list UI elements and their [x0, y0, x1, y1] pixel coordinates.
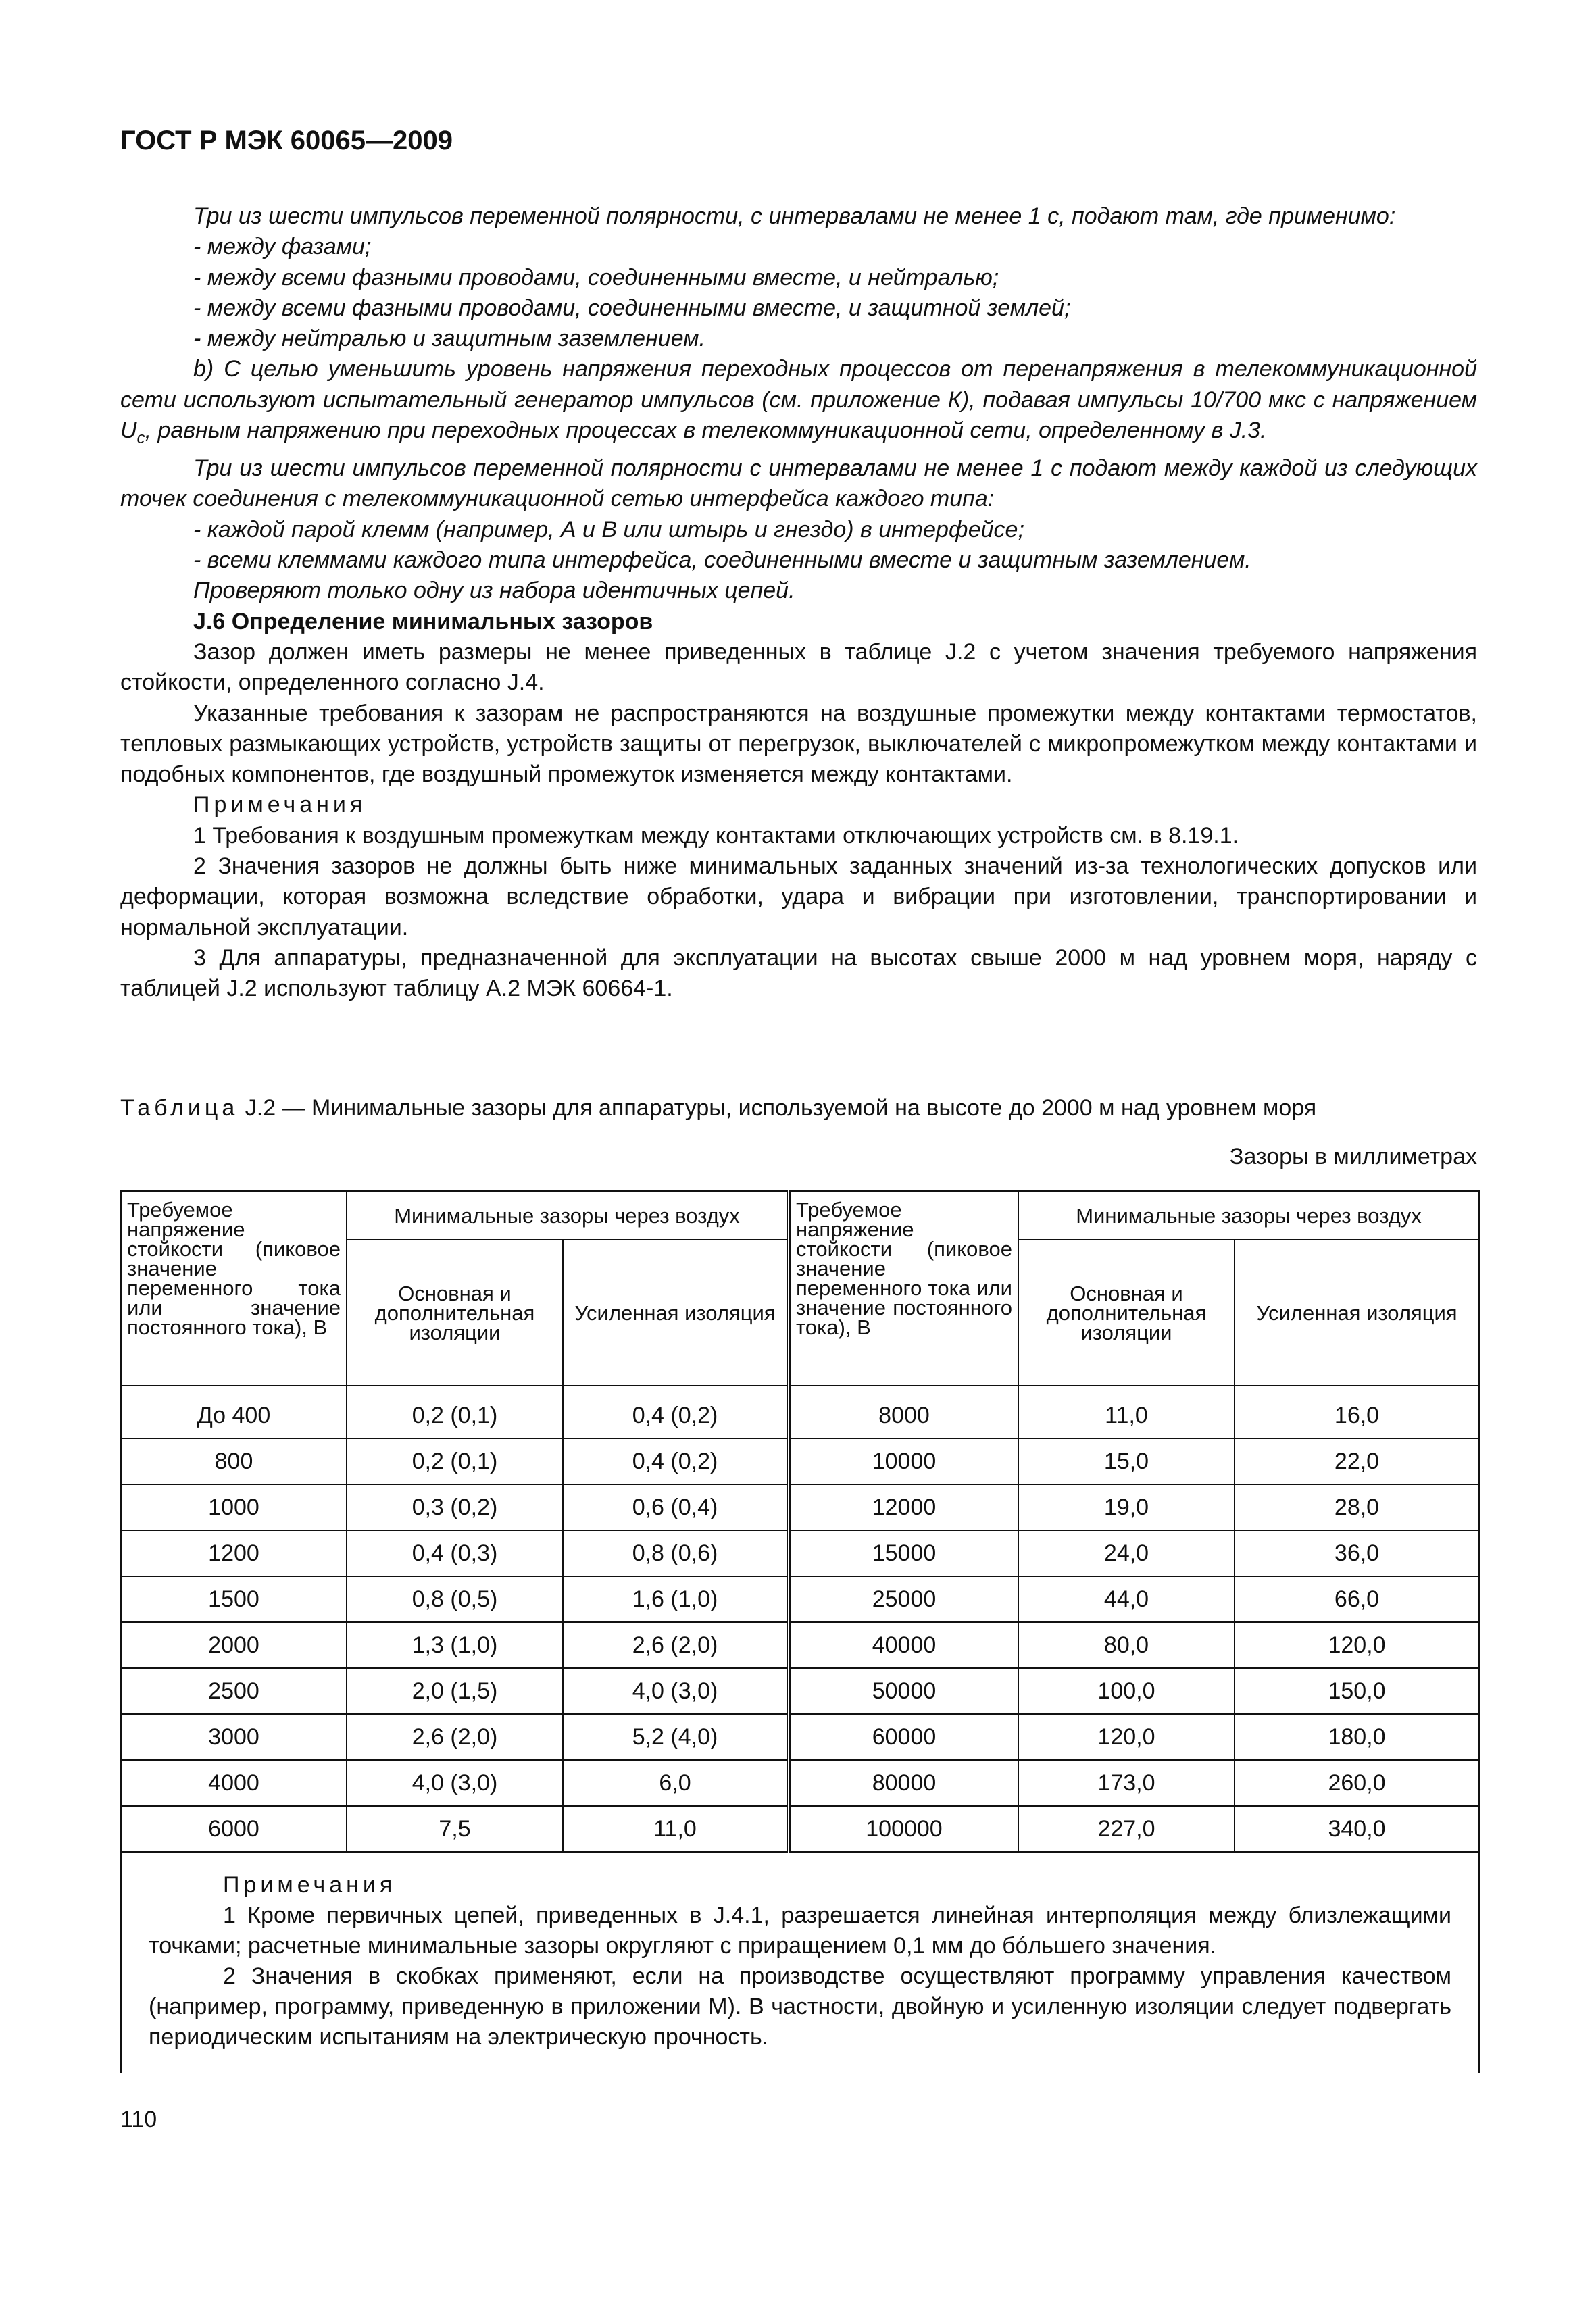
table-cell: 19,0 [1018, 1484, 1235, 1530]
table-cell: 150,0 [1235, 1668, 1479, 1714]
table-cell: 4,0 (3,0) [347, 1760, 563, 1806]
table-notes [121, 1852, 1479, 2073]
list-item-phases-neutral: - между всеми фазными проводами, соединенными вместе, и нейтралью; [193, 264, 999, 291]
table-cell: 0,8 (0,5) [347, 1576, 563, 1622]
header-reinforced-right: Усиленная изоляция [1235, 1240, 1479, 1386]
table-cell: 800 [121, 1438, 347, 1484]
table-row [121, 1530, 1479, 1576]
table-cell: 0,8 (0,6) [563, 1530, 789, 1576]
table-cell: 120,0 [1235, 1622, 1479, 1668]
document-header: ГОСТ Р МЭК 60065—2009 [120, 126, 453, 155]
table-row [121, 1576, 1479, 1622]
table-units: Зазоры в миллиметрах [1229, 1144, 1477, 1169]
table-row [121, 1622, 1479, 1668]
table-cell: 4000 [121, 1760, 347, 1806]
table-cell: 15000 [789, 1530, 1018, 1576]
notes-title: Примечания [193, 792, 367, 818]
table-cell: 100000 [789, 1806, 1018, 1852]
table-cell: 6,0 [563, 1760, 789, 1806]
table-cell: 24,0 [1018, 1530, 1235, 1576]
table-cell: 11,0 [1018, 1386, 1235, 1438]
table-cell: 11,0 [563, 1806, 789, 1852]
table-cell: 44,0 [1018, 1576, 1235, 1622]
table-cell: 36,0 [1235, 1530, 1479, 1576]
table-notes-title: Примечания [223, 1872, 397, 1898]
paragraph-check: Проверяют только одну из набора идентичных цепей. [193, 578, 795, 604]
header-basic-right: Основная и дополнительная изоляции [1018, 1240, 1235, 1386]
table-cell: 50000 [789, 1668, 1018, 1714]
table-cell: 173,0 [1018, 1760, 1235, 1806]
table-cell: 0,6 (0,4) [563, 1484, 789, 1530]
table-cell: До 400 [121, 1386, 347, 1438]
table-cell: 10000 [789, 1438, 1018, 1484]
table-cell: 5,2 (4,0) [563, 1714, 789, 1760]
note-2: 2 Значения зазоров не должны быть ниже минимальных заданных значений из-за технологических допусков или деформации, которая возможна вследствие обработки, удара и вибрации при изготовлении, транспортировании и нормальной эксплуатации. [120, 853, 1477, 940]
table-cell: 28,0 [1235, 1484, 1479, 1530]
header-reinforced-left: Усиленная изоляция [563, 1240, 789, 1386]
table-cell: 0,4 (0,2) [563, 1386, 789, 1438]
table-row [121, 1386, 1479, 1438]
header-basic-left: Основная и дополнительная изоляции [347, 1240, 563, 1386]
table-cell: 80000 [789, 1760, 1018, 1806]
table-notes-row [121, 1852, 1479, 2073]
table-body [121, 1386, 1479, 1852]
paragraph-pulses: Три из шести импульсов переменной полярности с интервалами не менее 1 с подают между каждой из следующих точек соединения с телекоммуникационной сетью интерфейса каждого типа: [120, 455, 1477, 512]
table-cell: 66,0 [1235, 1576, 1479, 1622]
table-header-row-1 [121, 1191, 1479, 1240]
table-cell: 4,0 (3,0) [563, 1668, 789, 1714]
table-cell: 16,0 [1235, 1386, 1479, 1438]
table-cell: 6000 [121, 1806, 347, 1852]
table-row [121, 1484, 1479, 1530]
table-cell: 2,0 (1,5) [347, 1668, 563, 1714]
table-row [121, 1760, 1479, 1806]
table-row [121, 1438, 1479, 1484]
note-1: 1 Требования к воздушным промежуткам между контактами отключающих устройств см. в 8.19.1. [193, 822, 1239, 849]
section-title: J.6 Определение минимальных зазоров [193, 608, 653, 634]
paragraph-1: Три из шести импульсов переменной полярности, с интервалами не менее 1 с, подают там, где применимо: [193, 203, 1396, 229]
table-cell: 0,4 (0,3) [347, 1530, 563, 1576]
table-cell: 0,3 (0,2) [347, 1484, 563, 1530]
table-cell: 340,0 [1235, 1806, 1479, 1852]
table-cell: 1200 [121, 1530, 347, 1576]
table-cell: 120,0 [1018, 1714, 1235, 1760]
table-cell: 80,0 [1018, 1622, 1235, 1668]
list-item-neutral-earth: - между нейтралью и защитным заземлением. [193, 326, 705, 352]
table-cell: 1500 [121, 1576, 347, 1622]
table-cell: 1,3 (1,0) [347, 1622, 563, 1668]
table-cell: 12000 [789, 1484, 1018, 1530]
table-cell: 15,0 [1018, 1438, 1235, 1484]
table-cell: 60000 [789, 1714, 1018, 1760]
body-text [120, 201, 1477, 1005]
clearance-table [120, 1190, 1480, 2073]
table-cell: 1000 [121, 1484, 347, 1530]
table-cell: 7,5 [347, 1806, 563, 1852]
table-cell: 25000 [789, 1576, 1018, 1622]
table-row [121, 1668, 1479, 1714]
list-item-phases-earth: - между всеми фазными проводами, соединенными вместе, и защитной землей; [193, 295, 1071, 321]
table-row [121, 1806, 1479, 1852]
list-item-all-terminals: - всеми клеммами каждого типа интерфейса, соединенными вместе и защитным заземлением. [193, 547, 1251, 574]
table-note-2: 2 Значения в скобках применяют, если на производстве осуществляют программу управления качеством (например, программу, приведенную в приложении М). В частности, двойную и усиленную изоляции следует подвергать периодическим испытаниям на электрическую прочность. [149, 1963, 1451, 2050]
page-number: 110 [120, 2107, 157, 2132]
table-cell: 227,0 [1018, 1806, 1235, 1852]
table-cell: 40000 [789, 1622, 1018, 1668]
table-cell: 1,6 (1,0) [563, 1576, 789, 1622]
subscript-c: c [136, 428, 145, 447]
table-cell: 180,0 [1235, 1714, 1479, 1760]
table-note-1: 1 Кроме первичных цепей, приведенных в J.4.1, разрешается линейная интерполяция между близлежащими точками; расчетные минимальные зазоры округляют с приращением 0,1 мм до бóльшего значения. [149, 1903, 1451, 1959]
paragraph-clearance: Зазор должен иметь размеры не менее приведенных в таблице J.2 с учетом значения требуемого напряжения стойкости, определенного согласно J.4. [120, 638, 1477, 696]
table-cell: 2,6 (2,0) [563, 1622, 789, 1668]
header-voltage-left: Требуемое напряжение стойкости (пиковое значение переменного тока или значение постоянного тока), В [121, 1191, 347, 1386]
table-cell: 0,2 (0,1) [347, 1386, 563, 1438]
table-cell: 2500 [121, 1668, 347, 1714]
table-cell: 8000 [789, 1386, 1018, 1438]
paragraph-requirements: Указанные требования к зазорам не распространяются на воздушные промежутки между контактами термостатов, тепловых размыкающих устройств, устройств защиты от перегрузок, выключателей с микропромежутком между контактами и подобных компонентов, где воздушный промежуток изменяется между контактами. [120, 700, 1477, 788]
table-cell: 260,0 [1235, 1760, 1479, 1806]
table-cell: 3000 [121, 1714, 347, 1760]
table-cell: 100,0 [1018, 1668, 1235, 1714]
header-min-left: Минимальные зазоры через воздух [347, 1191, 789, 1240]
header-voltage-right: Требуемое напряжение стойкости (пиковое значение переменного тока или значение постоянного тока), В [789, 1191, 1018, 1386]
table-cell: 0,2 (0,1) [347, 1438, 563, 1484]
note-3: 3 Для аппаратуры, предназначенной для эксплуатации на высотах свыше 2000 м над уровнем моря, наряду с таблицей J.2 используют таблицу А.2 МЭК 60664-1. [120, 945, 1477, 1002]
paragraph-b: b) С целью уменьшить уровень напряжения переходных процессов от перенапряжения в телекоммуникационной сети используют испытательный генератор импульсов (см. приложение К), подавая импульсы 10/700 мкс с напряжением $U_c$, равным напряжению при переходных процессах в телекоммуникационной сети, определенному в J.3. [120, 356, 1477, 447]
table-caption: Таблица J.2 — Минимальные зазоры для аппаратуры, используемой на высоте до 2000 м над уровнем моря [120, 1095, 1317, 1121]
list-item-phases: - между фазами; [193, 234, 372, 260]
table-cell: 2,6 (2,0) [347, 1714, 563, 1760]
table-cell: 0,4 (0,2) [563, 1438, 789, 1484]
list-item-terminal-pairs: - каждой парой клемм (например, А и В или штырь и гнездо) в интерфейсе; [193, 516, 1024, 543]
header-min-right: Минимальные зазоры через воздух [1018, 1191, 1479, 1240]
table-row [121, 1714, 1479, 1760]
table-cell: 2000 [121, 1622, 347, 1668]
table-cell: 22,0 [1235, 1438, 1479, 1484]
